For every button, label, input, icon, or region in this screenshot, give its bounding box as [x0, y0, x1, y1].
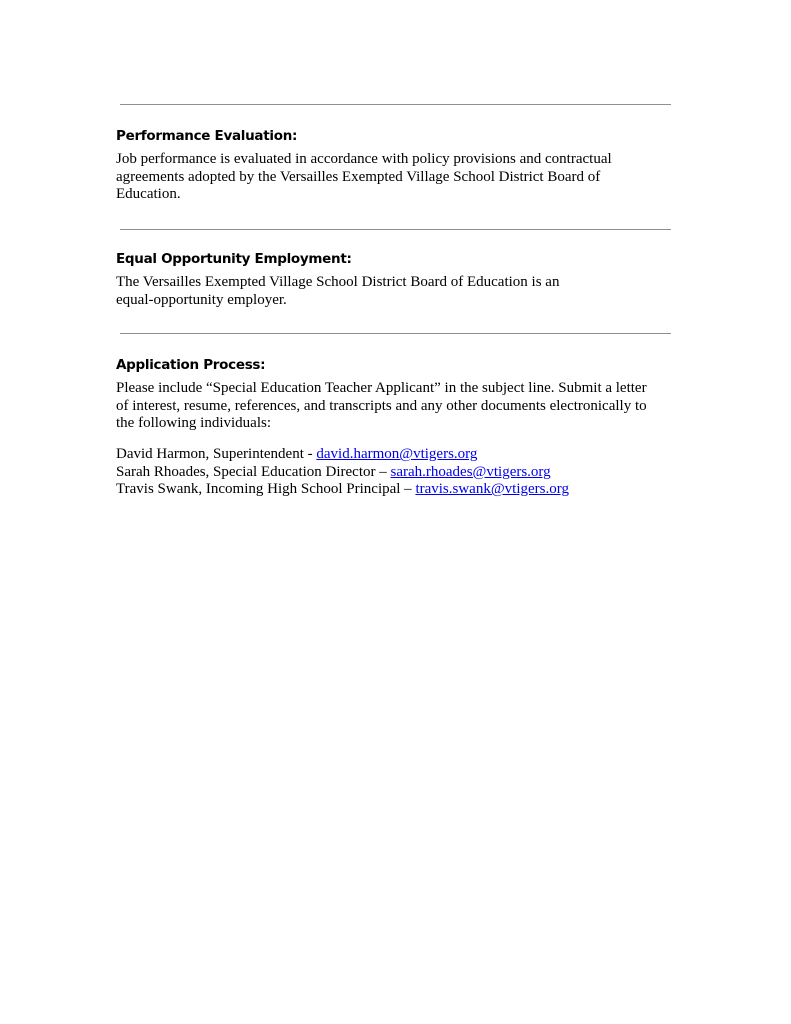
text-line: agreements adopted by the Versailles Exempted Village School District Board of	[116, 168, 601, 185]
section-divider	[120, 333, 671, 334]
contact-item	[116, 446, 569, 464]
contact-item	[116, 481, 569, 499]
contact-list	[116, 446, 569, 499]
text-line: the following individuals:	[116, 415, 271, 432]
email-link-travis-swank[interactable]: travis.swank@vtigers.org	[415, 481, 569, 498]
performance-evaluation-heading: Performance Evaluation:	[116, 128, 298, 144]
contact-item	[116, 464, 569, 482]
email-link-sarah-rhoades[interactable]: sarah.rhoades@vtigers.org	[390, 463, 551, 480]
application-process-text	[116, 380, 647, 433]
text-line: equal-opportunity employer.	[116, 291, 287, 308]
text-line: Please include “Special Education Teacher Applicant” in the subject line. Submit a letter	[116, 380, 647, 396]
application-process-heading: Application Process:	[116, 357, 266, 373]
section-divider	[120, 104, 671, 105]
text-line: The Versailles Exempted Village School District Board of Education is an	[116, 274, 560, 290]
equal-opportunity-heading: Equal Opportunity Employment:	[116, 251, 352, 267]
section-divider	[120, 229, 671, 230]
text-line: of interest, resume, references, and transcripts and any other documents electronically to	[116, 397, 647, 414]
email-link-david-harmon[interactable]: david.harmon@vtigers.org	[316, 446, 478, 462]
contact-label: Travis Swank, Incoming High School Principal –	[116, 481, 416, 498]
contact-label: Sarah Rhoades, Special Education Director –	[116, 463, 391, 480]
contact-label: David Harmon, Superintendent -	[116, 446, 317, 462]
equal-opportunity-text	[116, 274, 559, 309]
text-line: Education.	[116, 186, 181, 203]
text-line: Job performance is evaluated in accordance with policy provisions and contractual	[116, 151, 612, 167]
performance-evaluation-text	[116, 151, 612, 204]
